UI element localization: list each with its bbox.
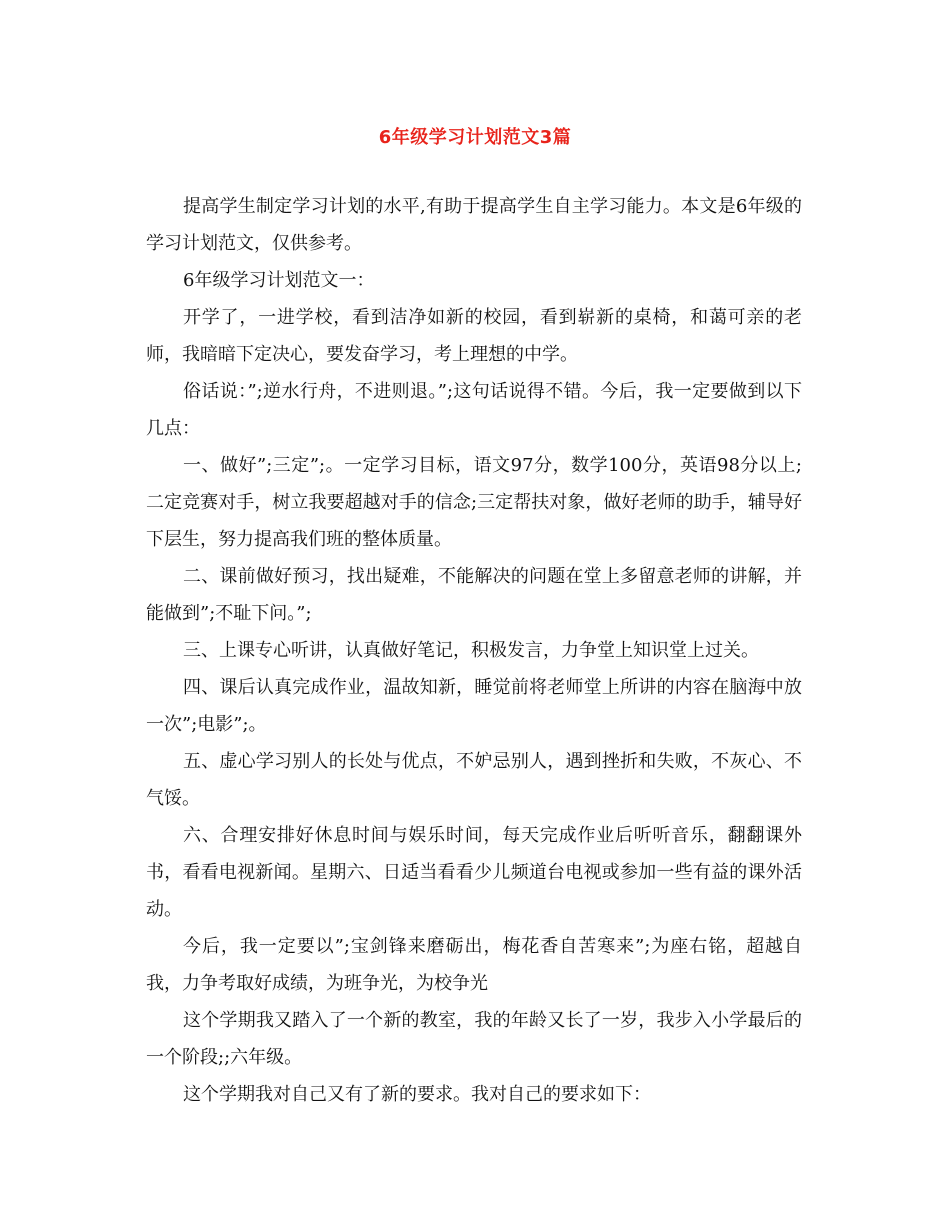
paragraph-item-1: 一、做好”;三定”;。一定学习目标，语文97分，数学100分，英语98分以上;二定竞赛对手，树立我要超越对手的信念;三定帮扶对象，做好老师的助手，辅导好下层生，努力提高我们班的整体质量。 (146, 455, 802, 550)
paragraph-item-3: 三、上课专心听讲，认真做好笔记，积极发言，力争堂上知识堂上过关。 (183, 640, 759, 661)
paragraph: 这个学期我对自己又有了新的要求。我对自己的要求如下： (183, 1084, 651, 1105)
document-title: 6年级学习计划范文3篇 (378, 127, 572, 148)
paragraph: 这个学期我又踏入了一个新的教室，我的年龄又长了一岁，我步入小学最后的一个阶段;;六年级。 (146, 1010, 802, 1068)
paragraph: 俗话说：”;逆水行舟，不进则退。”;这句话说得不错。今后，我一定要做到以下几点： (146, 381, 802, 439)
paragraph-section-heading: 6年级学习计划范文一： (183, 270, 375, 291)
document-body (146, 188, 802, 1113)
paragraph: 开学了，一进学校，看到洁净如新的校园，看到崭新的桌椅，和蔼可亲的老师，我暗暗下定决心，要发奋学习，考上理想的中学。 (146, 307, 802, 365)
paragraph-item-5: 五、虚心学习别人的长处与优点，不妒忌别人，遇到挫折和失败，不灰心、不气馁。 (146, 751, 802, 809)
paragraph-item-4: 四、课后认真完成作业，温故知新，睡觉前将老师堂上所讲的内容在脑海中放一次”;电影”;。 (146, 677, 802, 735)
paragraph: 今后，我一定要以”;宝剑锋来磨砺出，梅花香自苦寒来”;为座右铭，超越自我，力争考取好成绩，为班争光，为校争光 (146, 936, 802, 994)
paragraph-item-6: 六、合理安排好休息时间与娱乐时间，每天完成作业后听听音乐，翻翻课外书，看看电视新闻。星期六、日适当看看少儿频道台电视或参加一些有益的课外活动。 (146, 825, 802, 920)
paragraph-intro: 提高学生制定学习计划的水平,有助于提高学生自主学习能力。本文是6年级的学习计划范文，仅供参考。 (146, 196, 802, 254)
paragraph-item-2: 二、课前做好预习，找出疑难，不能解决的问题在堂上多留意老师的讲解，并能做到”;不耻下问。”; (146, 566, 802, 624)
